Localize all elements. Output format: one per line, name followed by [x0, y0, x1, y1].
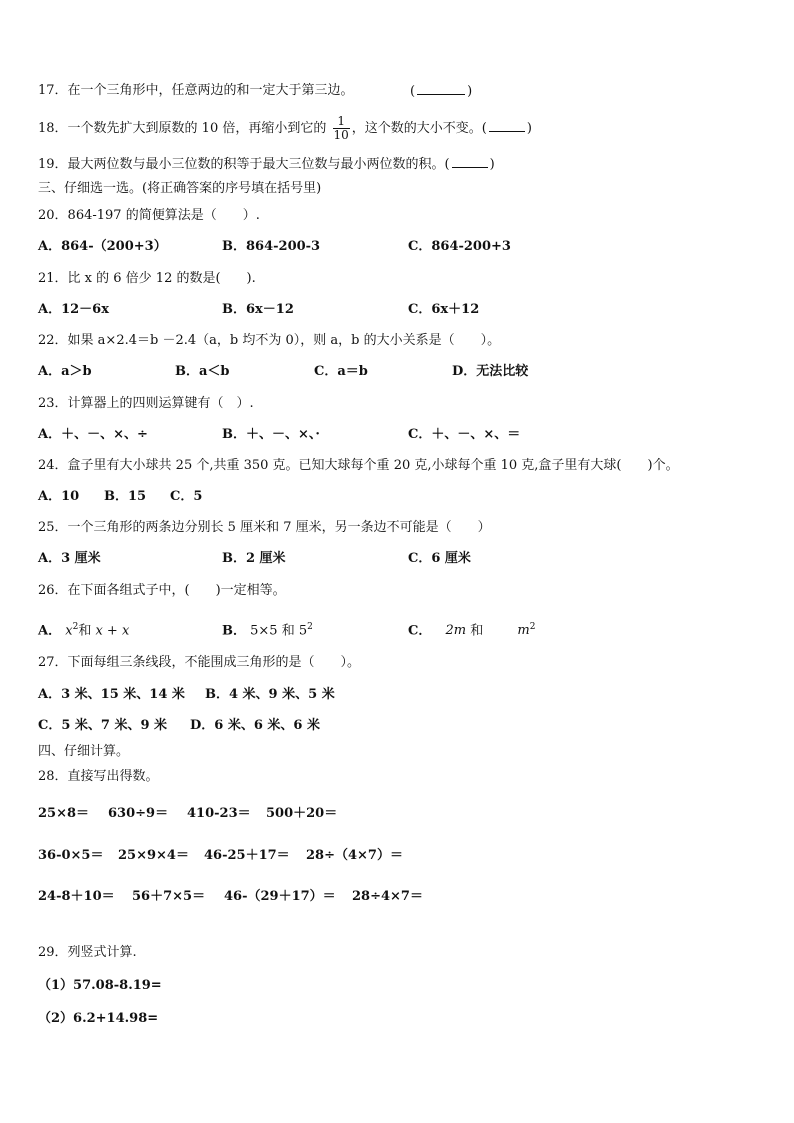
- option-a[interactable]: A．3 米、15 米、14 米: [38, 687, 185, 702]
- option-c[interactable]: C．6 厘米: [408, 551, 471, 566]
- paren-left: (: [410, 84, 416, 99]
- option-b[interactable]: B．a＜b: [175, 364, 230, 379]
- calc-item: 46-（29＋17）＝: [224, 889, 336, 904]
- calc-item: 500＋20＝: [266, 806, 338, 821]
- expr-5x5: 5×5 和 5: [250, 623, 308, 639]
- section-4-heading: 四、仔细计算。: [38, 744, 130, 759]
- option-a[interactable]: A．10: [38, 489, 80, 504]
- question-20: 20．864-197 的简便算法是（ ）.: [38, 208, 260, 223]
- connector-text: 和: [470, 623, 484, 639]
- calc-item: 28÷4×7＝: [352, 889, 423, 904]
- answer-blank[interactable]: [489, 119, 525, 132]
- answer-blank[interactable]: [417, 82, 465, 95]
- calc-item: 24-8＋10＝: [38, 889, 115, 904]
- option-a[interactable]: A．＋、－、×、÷: [38, 427, 148, 442]
- fraction-numerator: 1: [333, 115, 350, 129]
- option-c[interactable]: C．5: [170, 489, 203, 504]
- paren-right: ): [489, 157, 495, 172]
- option-b[interactable]: B．15: [104, 489, 147, 504]
- option-a[interactable]: [38, 618, 129, 640]
- question-18: [38, 114, 532, 144]
- question-25: 25．一个三角形的两条边分别长 5 厘米和 7 厘米，另一条边不可能是（ ）: [38, 520, 491, 535]
- option-c[interactable]: [408, 618, 535, 640]
- calc-item: 630÷9＝: [108, 806, 169, 821]
- fraction: [333, 115, 350, 142]
- question-17: [38, 82, 354, 100]
- expr-x: x: [65, 623, 73, 639]
- calc-item: 410-23＝: [187, 806, 251, 821]
- question-26: 26．在下面各组式子中，( )一定相等。: [38, 583, 286, 598]
- question-19: [38, 155, 495, 174]
- fraction-denominator: 10: [333, 128, 349, 142]
- question-27: 27．下面每组三条线段，不能围成三角形的是（ ）。: [38, 655, 361, 670]
- calc-item: 36-0×5＝: [38, 848, 104, 863]
- question-21: 21．比 x 的 6 倍少 12 的数是( ).: [38, 271, 256, 286]
- question-17-text: 17．在一个三角形中，任意两边的和一定大于第三边。: [38, 83, 354, 98]
- expr-x-plus-x: x + x: [95, 623, 130, 639]
- option-c[interactable]: C．6x＋12: [408, 302, 480, 317]
- option-a[interactable]: A．3 厘米: [38, 551, 101, 566]
- calc-item: 25×8＝: [38, 806, 90, 821]
- question-17-answer-blank[interactable]: [410, 82, 472, 101]
- question-29: 29．列竖式计算.: [38, 945, 137, 960]
- option-d[interactable]: D．无法比较: [452, 364, 529, 379]
- option-b[interactable]: B．4 米、9 米、5 米: [205, 687, 335, 702]
- option-b[interactable]: B．＋、－、×、·: [222, 427, 320, 442]
- option-a[interactable]: A．864-（200+3）: [38, 239, 167, 254]
- option-a[interactable]: A．12－6x: [38, 302, 109, 317]
- option-c[interactable]: C．a＝b: [314, 364, 368, 379]
- option-a-label: A．: [38, 623, 62, 639]
- option-c[interactable]: C．864-200+3: [408, 239, 511, 254]
- exponent: 2: [307, 622, 313, 632]
- option-d[interactable]: D．6 米、6 米、6 米: [190, 718, 320, 733]
- option-c[interactable]: C．5 米、7 米、9 米: [38, 718, 168, 733]
- question-24: 24．盒子里有大小球共 25 个,共重 350 克。已知大球每个重 20 克,小球每个重 10 克,盒子里有大球( )个。: [38, 458, 679, 473]
- exponent: 2: [72, 622, 79, 632]
- option-b[interactable]: B．6x－12: [222, 302, 294, 317]
- question-18-text-b: ，这个数的大小不变。(: [351, 121, 487, 136]
- exponent: 2: [529, 622, 536, 632]
- option-a[interactable]: A．a＞b: [38, 364, 92, 379]
- option-b[interactable]: B．864-200-3: [222, 239, 321, 254]
- question-22: 22．如果 a×2.4＝b －2.4（a，b 均不为 0），则 a，b 的大小关系是（ ）。: [38, 333, 501, 348]
- calc-item: 46-25＋17＝: [204, 848, 290, 863]
- question-28: 28．直接写出得数。: [38, 769, 159, 784]
- answer-blank[interactable]: [452, 155, 488, 168]
- calc-item: 25×9×4＝: [118, 848, 189, 863]
- expr-m: m: [517, 623, 530, 639]
- question-19-text: 19．最大两位数与最小三位数的积等于最大三位数与最小两位数的积。(: [38, 157, 450, 172]
- vertical-calc-2: （2）6.2+14.98=: [38, 1011, 159, 1026]
- paren-right: ): [526, 121, 532, 136]
- option-c-label: C．: [408, 623, 432, 639]
- paren-right: ): [467, 84, 473, 99]
- expr-2m: 2m: [445, 623, 467, 639]
- option-b-label: B．: [222, 623, 246, 639]
- question-23: 23．计算器上的四则运算键有（ ）.: [38, 396, 254, 411]
- option-c[interactable]: C．＋、－、×、＝: [408, 427, 521, 442]
- option-b[interactable]: [222, 618, 313, 640]
- connector-text: 和: [78, 623, 92, 639]
- vertical-calc-1: （1）57.08-8.19=: [38, 978, 162, 993]
- calc-item: 56＋7×5＝: [132, 889, 206, 904]
- section-3-heading: 三、仔细选一选。(将正确答案的序号填在括号里): [38, 181, 322, 196]
- option-b[interactable]: B．2 厘米: [222, 551, 286, 566]
- calc-item: 28÷（4×7）＝: [306, 848, 403, 863]
- question-18-text: 18．一个数先扩大到原数的 10 倍，再缩小到它的: [38, 121, 327, 136]
